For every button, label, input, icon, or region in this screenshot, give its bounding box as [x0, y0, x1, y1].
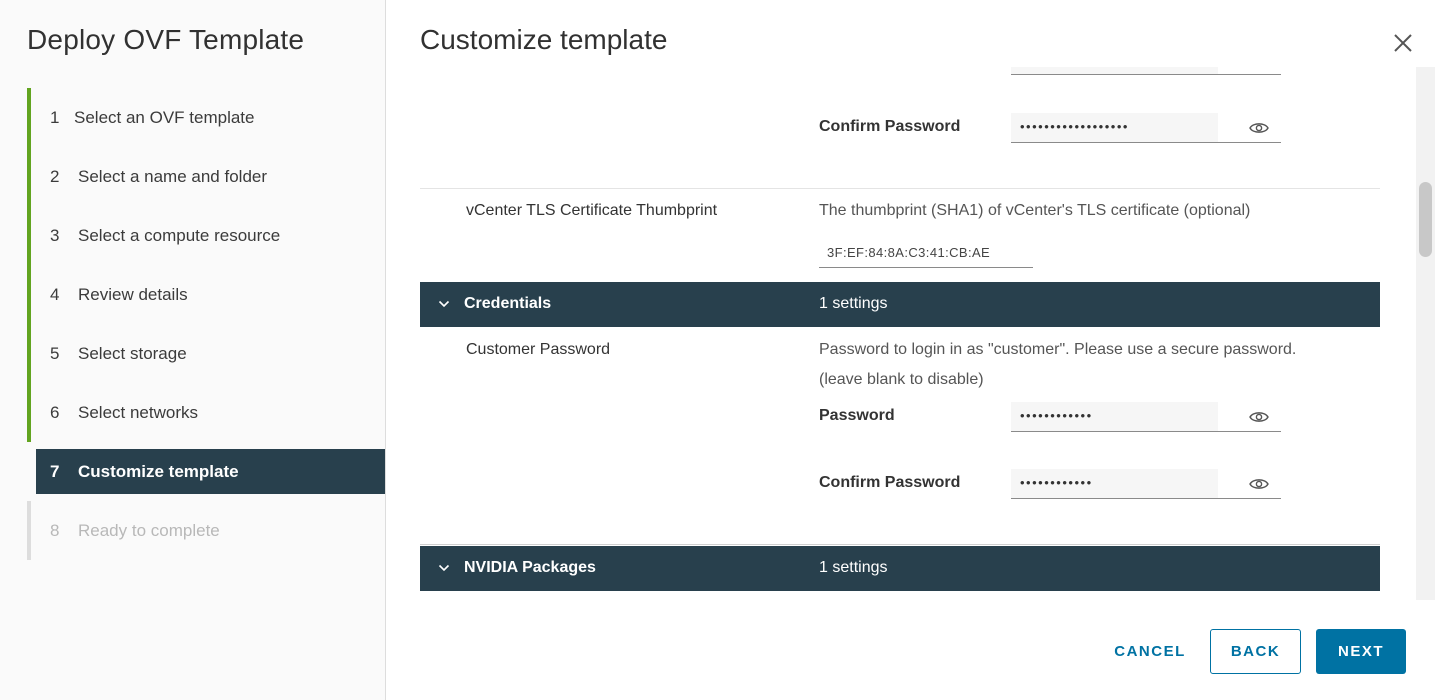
- confirm-password-label: Confirm Password: [819, 474, 961, 491]
- customer-password-description: Password to login in as "customer". Please use a secure password.: [819, 341, 1297, 358]
- cancel-button[interactable]: CANCEL: [1114, 643, 1186, 660]
- step-label: Review details: [78, 284, 188, 304]
- wizard-steps: [27, 88, 385, 560]
- step-label: Select a name and folder: [78, 166, 268, 186]
- step-number: 3: [50, 225, 60, 245]
- confirm-password-field[interactable]: [1011, 113, 1281, 143]
- wizard-step-8: [27, 501, 385, 560]
- step-label: Select an OVF template: [74, 107, 255, 127]
- credentials-section-header[interactable]: [420, 282, 1380, 327]
- confirm-password-value: ••••••••••••: [1020, 475, 1093, 490]
- step-number: 5: [50, 343, 60, 363]
- chevron-down-icon: [438, 298, 450, 310]
- section-count: 1 settings: [819, 295, 888, 312]
- customer-password-description-note: (leave blank to disable): [819, 371, 984, 388]
- step-label: Ready to complete: [78, 520, 220, 540]
- vertical-scrollbar[interactable]: [1416, 67, 1435, 600]
- wizard-step-5[interactable]: [27, 324, 385, 383]
- step-number: 1: [50, 107, 60, 127]
- vcenter-thumbprint-label: vCenter TLS Certificate Thumbprint: [466, 202, 718, 219]
- wizard-step-6[interactable]: [27, 383, 385, 442]
- password-label: Password: [819, 407, 895, 424]
- confirm-password-label: Confirm Password: [819, 118, 961, 135]
- eye-icon[interactable]: [1249, 410, 1269, 424]
- wizard-step-3[interactable]: [27, 206, 385, 265]
- section-count: 1 settings: [819, 559, 888, 576]
- wizard-title: Deploy OVF Template: [27, 24, 305, 55]
- section-name: NVIDIA Packages: [464, 559, 596, 576]
- section-name: Credentials: [464, 295, 552, 312]
- close-button[interactable]: [1390, 30, 1416, 56]
- vcenter-thumbprint-input[interactable]: [819, 236, 1033, 268]
- step-number: 8: [50, 520, 60, 540]
- confirm-password-field[interactable]: [1011, 469, 1281, 499]
- eye-icon[interactable]: [1249, 121, 1269, 135]
- settings-scroll-area[interactable]: [420, 67, 1380, 600]
- password-field[interactable]: [1011, 402, 1281, 432]
- back-button[interactable]: BACK: [1210, 629, 1301, 674]
- step-number: 4: [50, 284, 60, 304]
- step-label: Select a compute resource: [78, 225, 281, 245]
- nvidia-packages-section-header[interactable]: [420, 546, 1380, 591]
- step-number: 6: [50, 402, 60, 422]
- wizard-step-4[interactable]: [27, 265, 385, 324]
- eye-icon[interactable]: [1249, 477, 1269, 491]
- thumbprint-value: 3F:EF:84:8A:C3:41:CB:AE: [827, 245, 991, 260]
- step-label: Select storage: [78, 343, 187, 363]
- step-number: 7: [50, 461, 60, 481]
- separator: [420, 544, 1380, 545]
- scrollbar-thumb[interactable]: [1419, 182, 1432, 257]
- next-button[interactable]: NEXT: [1316, 629, 1406, 674]
- chevron-down-icon: [438, 562, 450, 574]
- step-label: Customize template: [78, 461, 239, 481]
- wizard-step-2[interactable]: [27, 147, 385, 206]
- wizard-sidebar: [0, 0, 386, 700]
- step-number: 2: [50, 166, 60, 186]
- vcenter-thumbprint-description: The thumbprint (SHA1) of vCenter's TLS certificate (optional): [819, 202, 1251, 219]
- customer-password-label: Customer Password: [466, 341, 611, 358]
- previous-password-field[interactable]: [1011, 67, 1281, 75]
- step-label: Select networks: [78, 402, 198, 422]
- separator: [420, 188, 1380, 189]
- wizard-step-7-current[interactable]: [27, 442, 385, 501]
- wizard-step-1[interactable]: [27, 88, 385, 147]
- confirm-password-value: ••••••••••••••••••: [1020, 119, 1129, 134]
- close-icon: [1390, 30, 1416, 56]
- password-value: ••••••••••••: [1020, 408, 1093, 423]
- page-title: Customize template: [420, 24, 668, 55]
